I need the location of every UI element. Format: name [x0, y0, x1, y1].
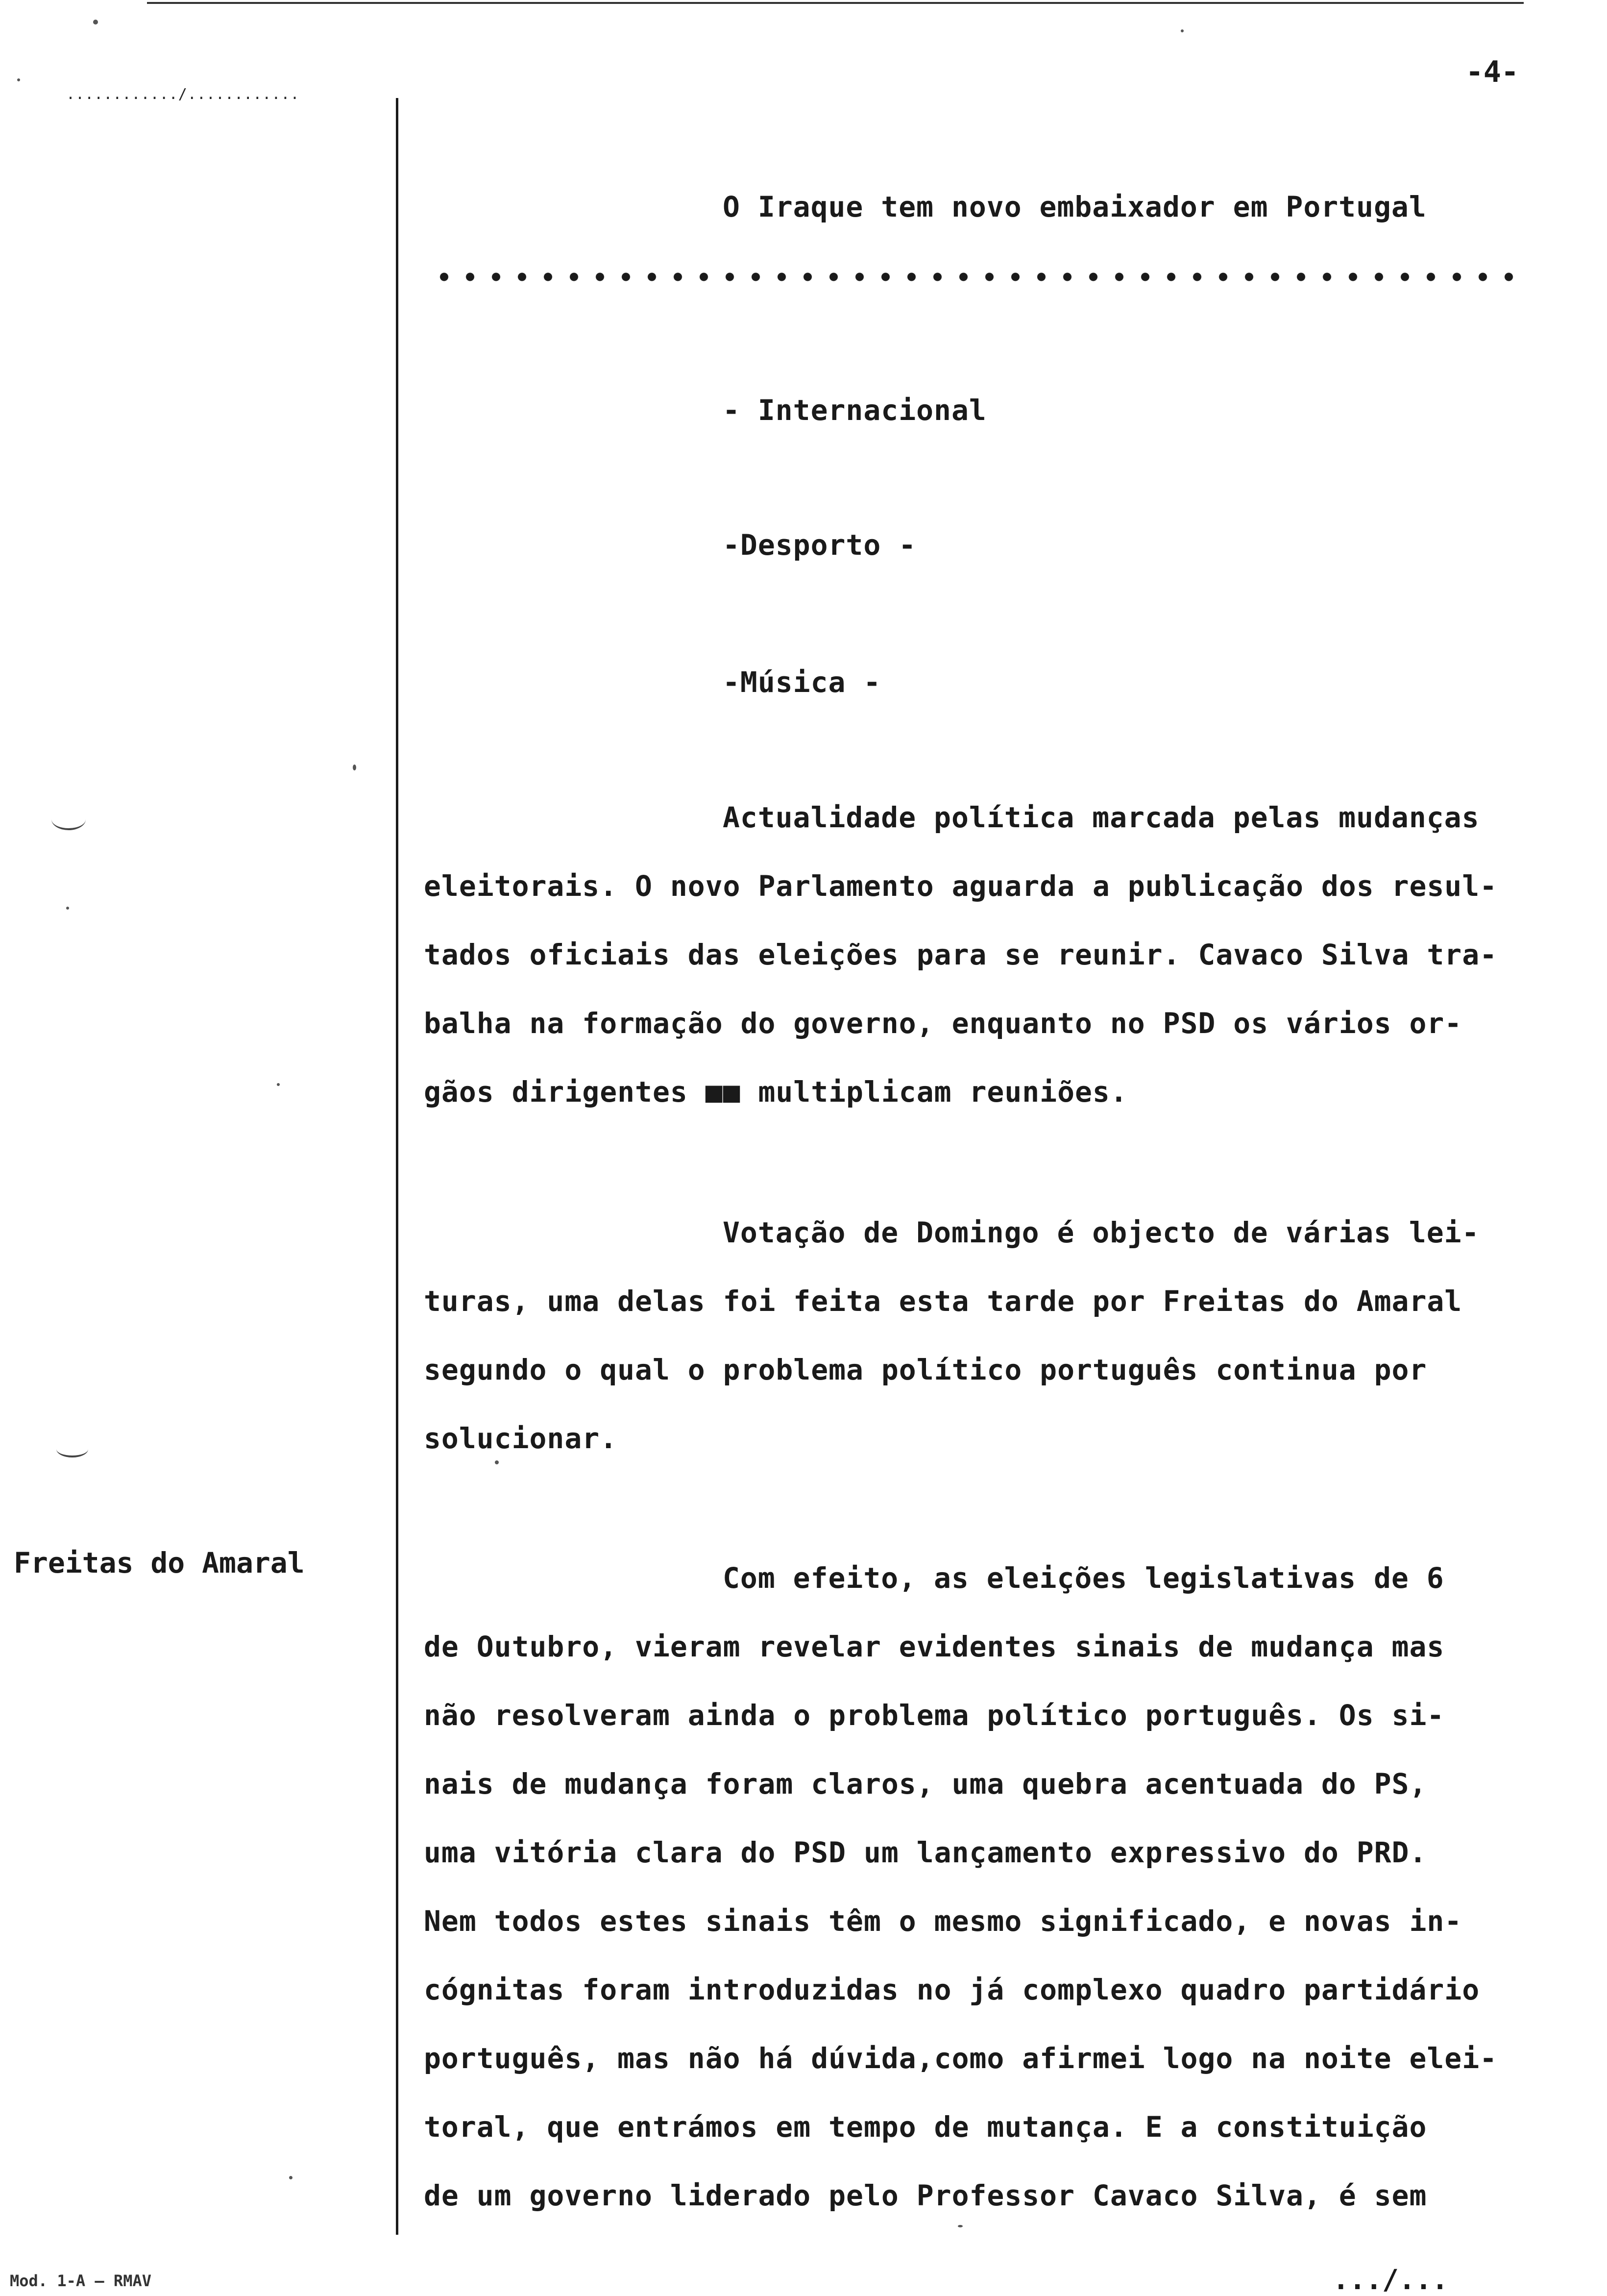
paragraph-line: Actualidade política marcada pelas mudanças: [723, 801, 1480, 834]
scan-speck: [495, 1460, 499, 1464]
header-reference: ............/............: [66, 86, 300, 103]
paragraph-line: eleitorais. O novo Parlamento aguarda a publicação dos resul-: [424, 869, 1498, 903]
paragraph-com-efeito: [424, 1544, 1546, 2230]
paragraph-line: Com efeito, as eleições legislativas de 6: [723, 1561, 1444, 1595]
paragraph-actualidade: [424, 783, 1546, 1126]
paragraph-line: de Outubro, vieram revelar evidentes sinais de mudança mas: [424, 1630, 1445, 1663]
margin-scribble: [51, 809, 86, 830]
headline: O Iraque tem novo embaixador em Portugal: [723, 190, 1427, 223]
paragraph-line: segundo o qual o problema político português continua por: [424, 1353, 1427, 1386]
paragraph-votacao: [424, 1198, 1546, 1473]
dotted-separator: [431, 262, 1524, 292]
section-musica: -Música -: [723, 666, 881, 699]
paragraph-line: toral, que entrámos em tempo de mutança. E a constituição: [424, 2110, 1427, 2144]
scan-speck: [17, 78, 20, 81]
paragraph-line: tados oficiais das eleições para se reunir. Cavaco Silva tra-: [424, 938, 1498, 971]
paragraph-line: turas, uma delas foi feita esta tarde por Freitas do Amaral: [424, 1284, 1462, 1318]
margin-scribble: [56, 1441, 88, 1457]
margin-line: [396, 98, 398, 2235]
paragraph-line: português, mas não há dúvida,como afirmei logo na noite elei-: [424, 2042, 1498, 2075]
margin-speaker-label: Freitas do Amaral: [14, 1546, 305, 1580]
paragraph-line: gãos dirigentes ■■ multiplicam reuniões.: [424, 1075, 1128, 1109]
scan-speck: [66, 907, 69, 910]
scan-speck: [277, 1083, 280, 1086]
section-internacional: - Internacional: [723, 394, 987, 427]
scan-speck: [353, 765, 356, 770]
page-number: -4-: [1465, 55, 1519, 89]
paragraph-line: de um governo liderado pelo Professor Cavaco Silva, é sem: [424, 2179, 1427, 2212]
paragraph-line: uma vitória clara do PSD um lançamento expressivo do PRD.: [424, 1836, 1427, 1869]
paragraph-line: não resolveram ainda o problema político português. Os si-: [424, 1699, 1445, 1732]
continuation-mark: .../...: [1333, 2264, 1449, 2296]
paragraph-line: nais de mudança foram claros, uma quebra acentuada do PS,: [424, 1767, 1427, 1801]
scan-speck: [289, 2176, 292, 2179]
scan-speck: [1181, 29, 1184, 32]
paragraph-line: Nem todos estes sinais têm o mesmo significado, e novas in-: [424, 1904, 1462, 1938]
paragraph-line: solucionar.: [424, 1422, 618, 1455]
scan-speck: [93, 20, 98, 25]
paragraph-line: Votação de Domingo é objecto de várias lei-: [723, 1216, 1480, 1249]
paragraph-line: cógnitas foram introduzidas no já complexo quadro partidário: [424, 1973, 1480, 2006]
top-rule: [147, 2, 1524, 4]
form-code: Mod. 1-A — RMAV: [10, 2271, 151, 2290]
section-desporto: -Desporto -: [723, 528, 917, 562]
scan-speck: [958, 2225, 963, 2227]
paragraph-line: balha na formação do governo, enquanto no PSD os vários or-: [424, 1007, 1462, 1040]
